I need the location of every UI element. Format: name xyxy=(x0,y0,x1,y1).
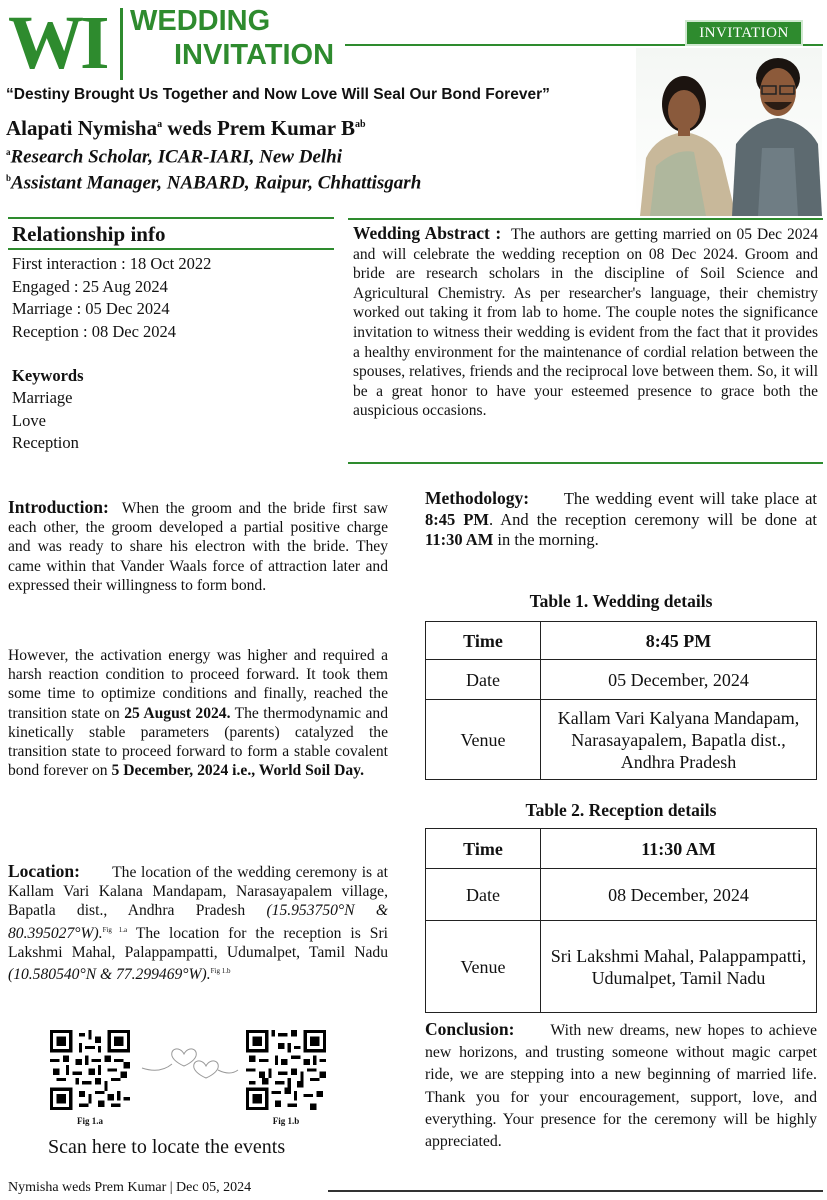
relationship-title: Relationship info xyxy=(12,222,166,246)
abstract-top-rule xyxy=(348,218,823,220)
table-key: Date xyxy=(426,869,541,921)
affiliation-b xyxy=(6,166,421,195)
wedding-abstract xyxy=(353,224,818,421)
abstract-title: Wedding Abstract : xyxy=(353,223,502,243)
introduction-p1 xyxy=(8,498,388,595)
table-row xyxy=(426,921,817,1013)
conclusion-title: Conclusion: xyxy=(425,1019,515,1039)
qr-code-reception[interactable] xyxy=(246,1030,326,1110)
table-row xyxy=(426,829,817,869)
table-value: Kallam Vari Kalyana Mandapam, Narasayapalem, Bapatla dist., Andhra Pradesh xyxy=(541,700,817,780)
footer-text: Nymisha weds Prem Kumar | Dec 05, 2024 xyxy=(8,1180,252,1195)
methodology-text-3: in the morning. xyxy=(493,530,599,549)
affil-b-sup: b xyxy=(6,173,12,183)
introduction-text-2a: However, the activation energy was higher and required a harsh reaction condition to proceed forward. It took them some time to optimize conditions and finally, reached the transition state on xyxy=(8,647,388,722)
location-paragraph xyxy=(8,862,388,985)
groom-name: Prem Kumar B xyxy=(216,116,355,140)
relationship-item: Engaged : 25 Aug 2024 xyxy=(12,276,168,296)
weds-word: weds xyxy=(162,116,217,140)
invitation-badge: INVITATION xyxy=(685,20,803,46)
page-title xyxy=(130,4,334,72)
conclusion-text: With new dreams, new hopes to achieve new horizons, and trusting someone without magic carpet ride, we are stepping into a new beginning of married life. Thank you for your encouragement, support, love, and everything. Your presence for the ceremony will be highly appreciated. xyxy=(425,1022,817,1151)
title-line-1: WEDDING xyxy=(130,5,271,37)
table-2-caption: Table 2. Reception details xyxy=(525,800,717,820)
table-key: Time xyxy=(426,622,541,660)
relationship-item: Reception : 08 Dec 2024 xyxy=(12,321,177,341)
affil-a-text: Research Scholar, ICAR-IARI, New Delhi xyxy=(10,146,342,168)
table-value: Sri Lakshmi Mahal, Palappampatti, Udumalpet, Tamil Nadu xyxy=(541,921,817,1013)
table-row xyxy=(426,660,817,700)
relationship-item: First interaction : 18 Oct 2022 xyxy=(12,254,212,273)
conclusion-paragraph xyxy=(425,1018,817,1153)
table-value: 8:45 PM xyxy=(541,622,817,660)
fig-label-b: Fig 1.b xyxy=(272,1116,300,1126)
location-text-2: The location for the reception is Sri Lakshmi Mahal, Palappampatti, Udumalpet, Tamil Nadu xyxy=(8,924,388,961)
coords-reception: (10.580540°N & 77.299469°W). xyxy=(8,966,211,984)
abstract-text: The authors are getting married on 05 Dec 2024 and will celebrate the wedding reception on 08 Dec 2024. Groom and bride are research scholars in the discipline of Soil Science and Agricultural Chemistry. As per researcher's language, their chemistry worked out taking it from lab to home. The couple notes the significance invitation to witness their wedding is evident from the fact that it provides a healthy environment for the maintenance of cordial relation between the spouses, relatives, friends and the reciprocal love between them. So, it will be a great honor to have your esteemed presence to grace both the auspicious occasions. xyxy=(353,226,818,420)
coords-wedding: (15.953750°N & 80.395027°W). xyxy=(8,902,388,942)
reception-details-table xyxy=(425,828,817,1013)
couple-photo xyxy=(636,48,822,216)
keywords-list xyxy=(12,387,79,455)
affil-b-text: Assistant Manager, NABARD, Raipur, Chhattisgarh xyxy=(11,172,422,194)
relationship-item: Marriage : 05 Dec 2024 xyxy=(12,299,170,318)
bride-sup: a xyxy=(157,119,163,130)
table-row xyxy=(426,869,817,921)
abstract-bottom-rule xyxy=(348,462,823,464)
relationship-title-rule xyxy=(8,248,334,250)
introduction-date-2: 5 December, 2024 i.e., World Soil Day. xyxy=(111,762,365,780)
affil-a-sup: a xyxy=(6,147,11,157)
methodology-paragraph xyxy=(425,488,817,551)
methodology-text-2: . And the reception ceremony will be done at xyxy=(488,509,817,529)
table-value: 08 December, 2024 xyxy=(541,869,817,921)
methodology-text-1: The wedding event will take place at xyxy=(563,489,817,508)
table-value: 05 December, 2024 xyxy=(541,660,817,700)
methodology-time-1: 8:45 PM xyxy=(425,509,489,529)
keyword-item: Marriage xyxy=(12,388,73,407)
affiliation-a xyxy=(6,140,342,169)
introduction-title: Introduction: xyxy=(8,497,109,517)
introduction-p2 xyxy=(8,646,388,780)
table-row xyxy=(426,700,817,780)
introduction-text-2c: The thermodynamic and kinetically stable parameters (parents) catalyzed the transition state to proceed forward to form a stable covalent bond forever on xyxy=(8,704,388,780)
couple-illustration xyxy=(636,48,822,216)
keyword-item: Love xyxy=(12,410,46,430)
table-row xyxy=(426,622,817,660)
table-key: Date xyxy=(426,660,541,700)
authors-line xyxy=(6,112,366,141)
coords-wedding-fig: Fig 1.a xyxy=(102,925,128,934)
table-key: Venue xyxy=(426,921,541,1013)
introduction-text-1: When the groom and the bride first saw each other, the groom developed a partial positive charge and was ready to share his electron with the bride. They came within that Vander Waals force of attraction later and expressed their willingness to form bond. xyxy=(8,500,389,594)
qr-code-wedding[interactable] xyxy=(50,1030,130,1110)
qr-code-icon xyxy=(50,1030,130,1110)
qr-code-icon xyxy=(246,1030,326,1110)
coords-reception-fig: Fig 1.b xyxy=(210,967,231,976)
table-key: Time xyxy=(426,829,541,869)
bride-name: Alapati Nymisha xyxy=(6,116,158,140)
table-key: Venue xyxy=(426,700,541,780)
table-1-caption: Table 1. Wedding details xyxy=(529,591,713,611)
wedding-details-table xyxy=(425,621,817,780)
relationship-top-rule xyxy=(8,217,334,219)
location-text-1: The location of the wedding ceremony is at Kallam Vari Kalana Mandapam, Narasayapalem village, Bapatla dist., Andhra Pradesh xyxy=(8,864,388,920)
logo-divider xyxy=(120,8,123,80)
location-title: Location: xyxy=(8,861,80,881)
introduction-date-1: 25 August 2024. xyxy=(124,704,231,722)
keywords-title: Keywords xyxy=(12,366,84,385)
title-line-2: INVITATION xyxy=(174,39,335,71)
fig-label-a: Fig 1.a xyxy=(77,1116,103,1126)
methodology-title: Methodology: xyxy=(425,488,530,508)
keyword-item: Reception xyxy=(12,433,79,452)
table-value: 11:30 AM xyxy=(541,829,817,869)
relationship-list xyxy=(12,253,211,343)
logo: WI xyxy=(8,1,106,85)
groom-sup: ab xyxy=(355,119,366,130)
scan-caption: Scan here to locate the events xyxy=(48,1136,286,1158)
hearts-icon xyxy=(140,1034,240,1084)
footer-rule xyxy=(328,1190,823,1192)
methodology-time-2: 11:30 AM xyxy=(425,530,494,549)
tagline: “Destiny Brought Us Together and Now Love Will Seal Our Bond Forever” xyxy=(6,86,550,103)
